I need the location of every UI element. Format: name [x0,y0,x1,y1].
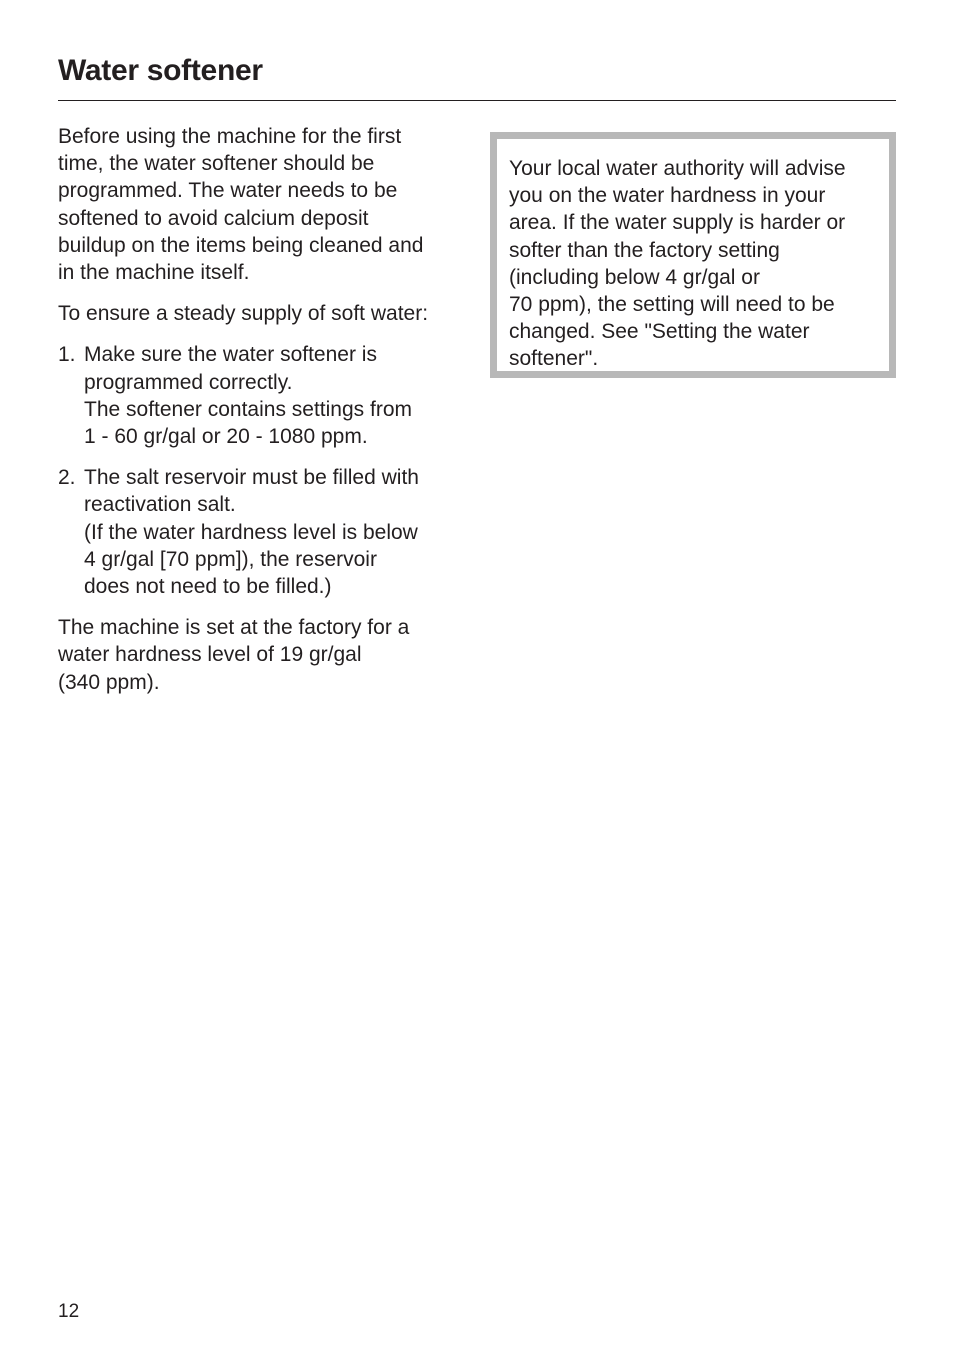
step-line: (If the water hardness level is below [84,520,418,544]
note-line: Your local water authority will advise [509,157,846,180]
page-title: Water softener [58,54,263,87]
lead-paragraph: To ensure a steady supply of soft water: [58,302,429,326]
main-text-column [58,123,476,710]
step-line: The salt reservoir must be filled with [84,466,419,490]
note-line: 70 ppm), the setting will need to be [509,293,835,317]
step-line: Make sure the water softener is [84,343,377,367]
title-divider [58,100,896,101]
step-line: The softener contains settings from [84,397,412,421]
factory-line: The machine is set at the factory for a [58,616,410,640]
step-item [58,341,476,450]
intro-line: time, the water softener should be [58,152,375,176]
note-line: you on the water hardness in your [509,184,826,208]
note-line: area. If the water supply is harder or [509,211,846,235]
intro-paragraph [58,123,476,286]
intro-line: programmed. The water needs to be [58,179,398,203]
step-line: reactivation salt. [84,493,236,517]
step-line: does not need to be filled.) [84,575,332,599]
step-item [58,464,476,600]
intro-line: Before using the machine for the first [58,125,402,148]
step-number: 1. [58,343,76,367]
intro-line: softened to avoid calcium deposit [58,206,369,230]
step-number: 2. [58,466,76,490]
intro-line: buildup on the items being cleaned and [58,233,424,257]
steps-list [58,341,476,600]
note-line: softener". [509,347,599,371]
step-line: 1 - 60 gr/gal or 20 - 1080 ppm. [84,425,368,449]
page-number: 12 [58,1301,80,1322]
step-line: 4 gr/gal [70 ppm]), the reservoir [84,547,377,571]
factory-setting-paragraph [58,614,476,696]
note-line: (including below 4 gr/gal or [509,265,760,289]
note-line: changed. See "Setting the water [509,320,810,344]
step-line: programmed correctly. [84,370,293,394]
factory-line: (340 ppm). [58,670,160,694]
note-line: softer than the factory setting [509,238,780,262]
note-box [490,132,896,378]
intro-line: in the machine itself. [58,261,250,285]
factory-line: water hardness level of 19 gr/gal [58,643,362,667]
